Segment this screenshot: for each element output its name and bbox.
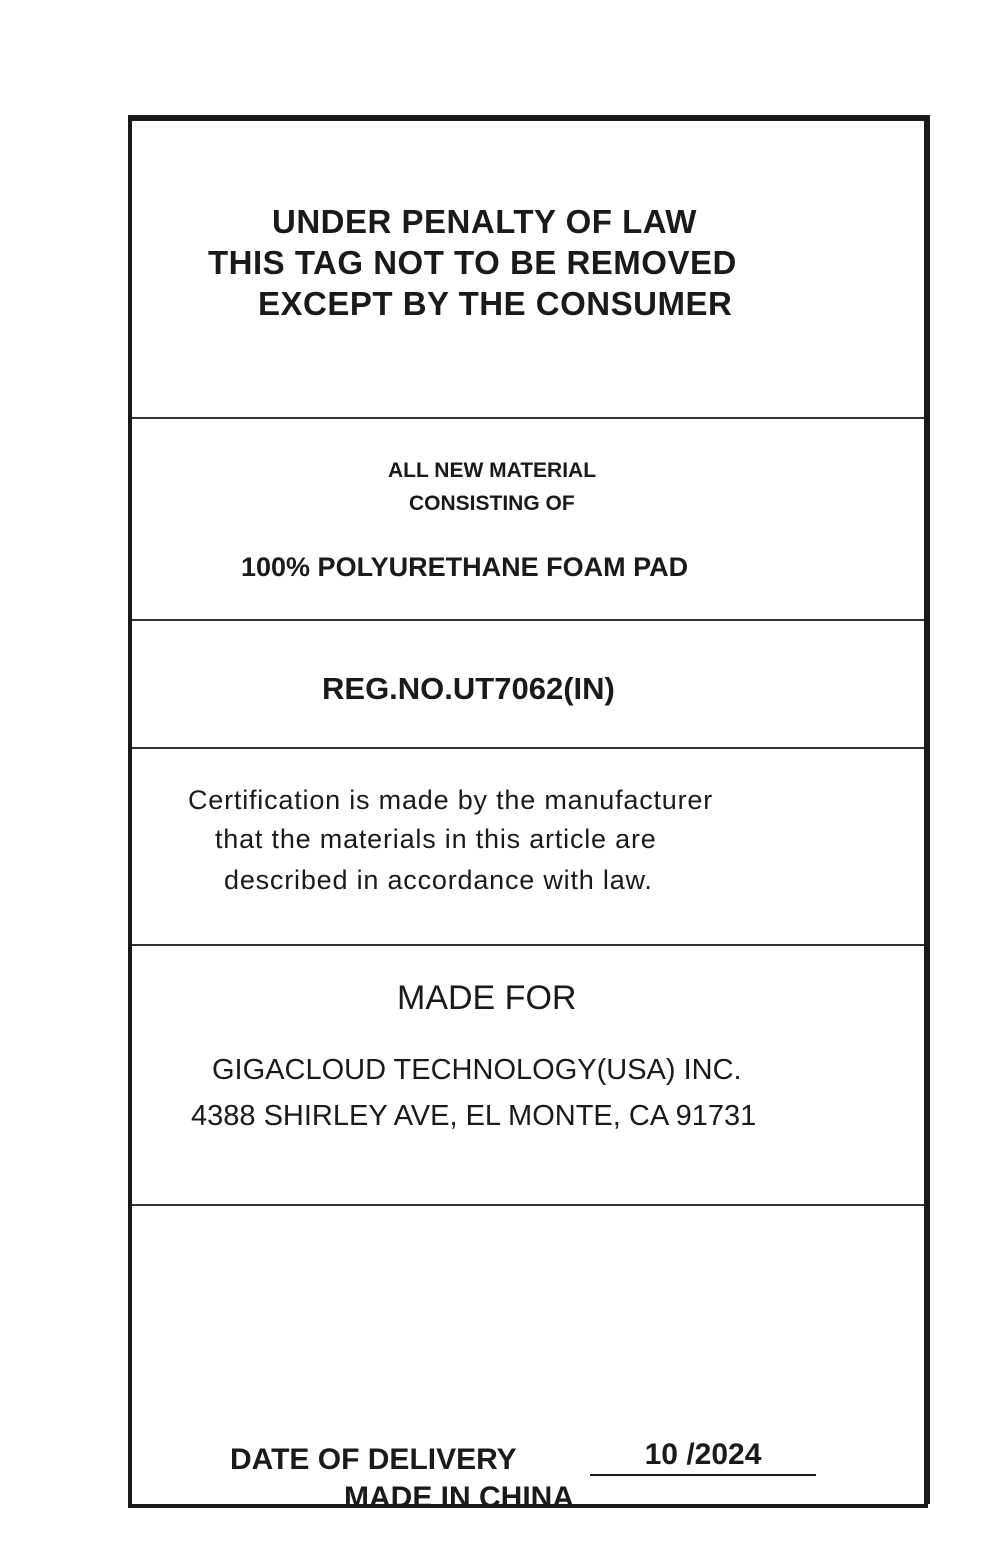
warning-line-3: EXCEPT BY THE CONSUMER	[258, 285, 733, 322]
registration-number: REG.NO.UT7062(IN)	[322, 671, 615, 706]
certification-line-1: Certification is made by the manufacturer	[188, 785, 714, 815]
company-name: GIGACLOUD TECHNOLOGY(USA) INC.	[212, 1054, 742, 1086]
registration-section	[132, 621, 924, 749]
material-content: 100% POLYURETHANE FOAM PAD	[241, 552, 689, 582]
material-line-1: ALL NEW MATERIAL	[388, 459, 597, 482]
warning-line-2: THIS TAG NOT TO BE REMOVED	[208, 244, 737, 281]
warning-line-1: UNDER PENALTY OF LAW	[272, 203, 697, 240]
country-of-origin: MADE IN CHINA	[344, 1481, 574, 1514]
certification-line-2: that the materials in this article are	[215, 824, 657, 854]
made-for-heading: MADE FOR	[397, 979, 577, 1017]
warning-section	[132, 121, 924, 419]
law-label-tag	[128, 117, 928, 1514]
company-address: 4388 SHIRLEY AVE, EL MONTE, CA 91731	[191, 1100, 757, 1132]
delivery-date-label: DATE OF DELIVERY	[230, 1443, 517, 1476]
made-for-section	[132, 946, 924, 1206]
material-section	[132, 419, 924, 621]
certification-section	[132, 749, 924, 946]
certification-line-3: described in accordance with law.	[224, 865, 653, 895]
material-line-2: CONSISTING OF	[409, 492, 575, 515]
delivery-date-value: 10 /2024	[590, 1438, 816, 1476]
delivery-section	[132, 1206, 924, 1514]
